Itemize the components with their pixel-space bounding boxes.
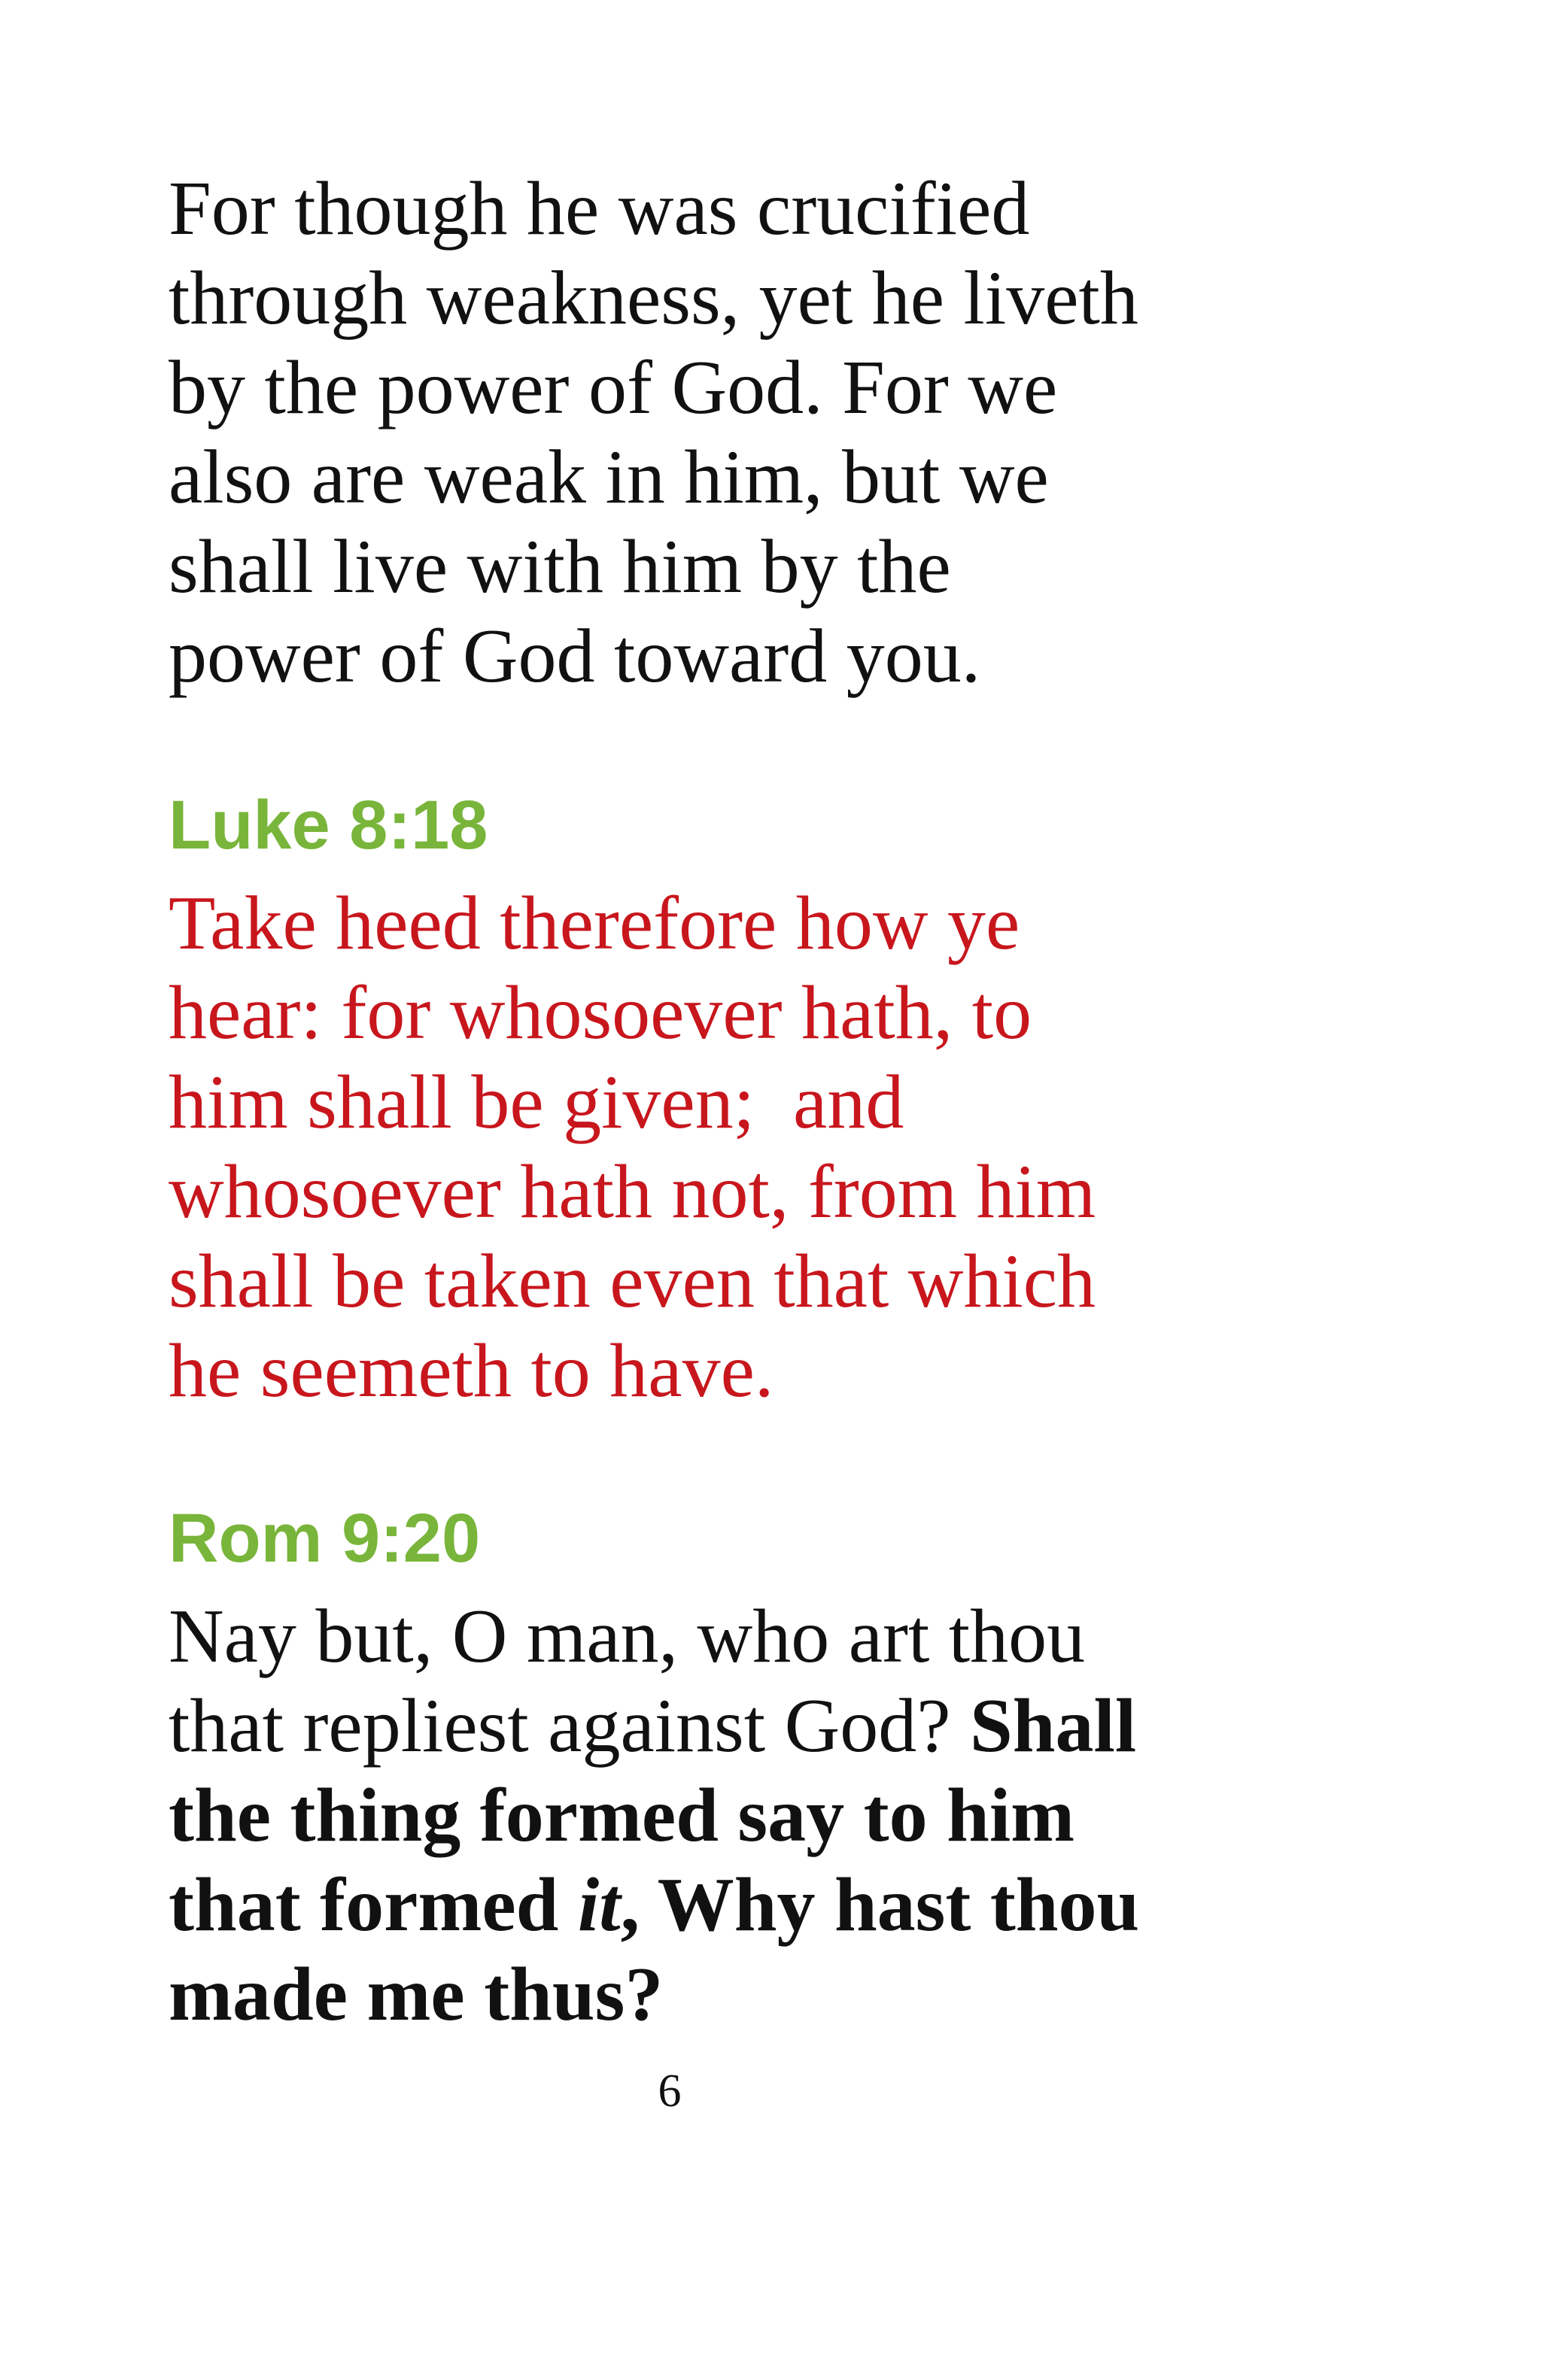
- text-line: through weakness, yet he liveth: [169, 256, 1138, 341]
- passage-text: [169, 1592, 1139, 2039]
- text-line: him shall be given; and: [169, 1060, 904, 1145]
- text-line: Take heed therefore how ye: [169, 881, 1020, 966]
- text-line: shall live with him by the: [169, 524, 951, 609]
- verse-reference: Rom 9:20: [169, 1500, 481, 1577]
- text-line: by the power of God. For we: [169, 345, 1058, 430]
- text-line: shall be taken even that which: [169, 1239, 1096, 1324]
- passage-text: [169, 164, 1138, 701]
- bold-text-segment: Shall: [970, 1683, 1137, 1768]
- passage-text-red-letter: [169, 879, 1096, 1416]
- text-segment: that formed: [169, 1862, 578, 1947]
- text-line: he seemeth to have.: [169, 1328, 774, 1413]
- verse-reference: Luke 8:18: [169, 787, 488, 864]
- text-line: Nay but, O man, who art thou: [169, 1594, 1086, 1679]
- text-line: hear: for whosoever hath, to: [169, 970, 1032, 1055]
- text-segment: , Why hast thou: [620, 1862, 1140, 1947]
- text-line: [169, 1860, 1139, 1950]
- text-line: the thing formed say to him: [169, 1773, 1075, 1858]
- text-line: [169, 1681, 1139, 1771]
- text-line: whosoever hath not, from him: [169, 1149, 1096, 1234]
- page-number: 6: [658, 2066, 682, 2117]
- italic-text-segment: it: [577, 1862, 621, 1947]
- text-line: For though he was crucified: [169, 166, 1030, 251]
- text-line: made me thus?: [169, 1952, 664, 2037]
- text-line: also are weak in him, but we: [169, 435, 1049, 520]
- text-line: power of God toward you.: [169, 614, 981, 699]
- text-segment: that repliest against God?: [169, 1683, 971, 1768]
